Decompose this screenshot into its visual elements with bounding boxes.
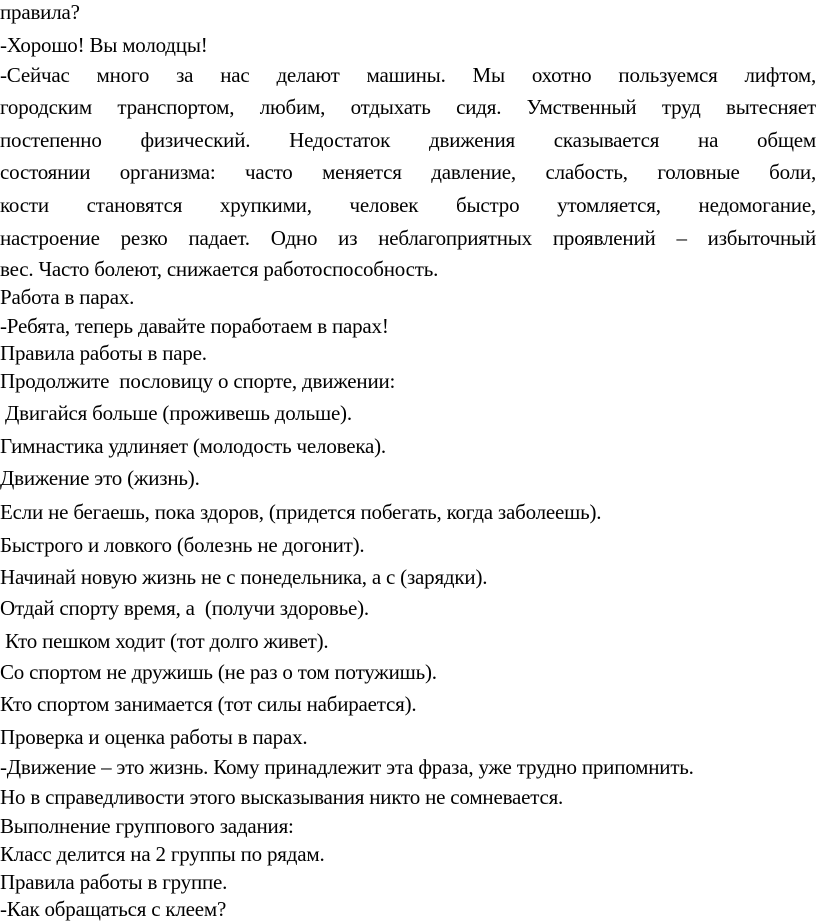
text-line: правила? [0,0,80,24]
text-line: -Как обращаться с клеем? [0,897,227,921]
text-line: -Движение – это жизнь. Кому принадлежит эта фраза, уже трудно припомнить. [0,755,694,779]
text-line: Отдай спорту время, а (получи здоровье). [0,596,369,620]
text-line: Правила работы в группе. [0,870,228,894]
text-line: городским транспортом, любим, отдыхать сидя. Умственный труд вытесняет [0,95,816,119]
text-line: Работа в парах. [0,285,135,309]
text-line: Класс делится на 2 группы по рядам. [0,842,325,866]
text-line: Правила работы в паре. [0,341,207,365]
text-line: Кто спортом занимается (тот силы набирается). [0,692,417,716]
text-line: Быстрого и ловкого (болезнь не догонит). [0,533,365,557]
text-line: Продолжите пословицу о спорте, движении: [0,369,396,393]
text-line: -Сейчас много за нас делают машины. Мы охотно пользуемся лифтом, [0,63,816,87]
text-line: Со спортом не дружишь (не раз о том потужишь). [0,660,437,684]
text-line: вес. Часто болеют, снижается работоспособность. [0,257,439,281]
text-line: Двигайся больше (проживешь дольше). [0,401,352,425]
text-line: состоянии организма: часто меняется давление, слабость, головные боли, [0,160,816,184]
text-line: -Хорошо! Вы молодцы! [0,33,208,57]
text-line: Движение это (жизнь). [0,466,200,490]
text-line: Начинай новую жизнь не с понедельника, а с (зарядки). [0,565,488,589]
text-line: Гимнастика удлиняет (молодость человека). [0,434,386,458]
text-line: Выполнение группового задания: [0,814,294,838]
text-line: кости становятся хрупкими, человек быстро утомляется, недомогание, [0,193,816,217]
text-line: -Ребята, теперь давайте поработаем в парах! [0,314,389,338]
text-line: постепенно физический. Недостаток движения сказывается на общем [0,128,816,152]
text-line: Проверка и оценка работы в парах. [0,725,308,749]
text-line: настроение резко падает. Одно из неблагоприятных проявлений – избыточный [0,226,816,250]
text-line: Если не бегаешь, пока здоров, (придется побегать, когда заболеешь). [0,500,602,524]
text-line: Но в справедливости этого высказывания никто не сомневается. [0,785,564,809]
text-line: Кто пешком ходит (тот долго живет). [0,629,329,653]
